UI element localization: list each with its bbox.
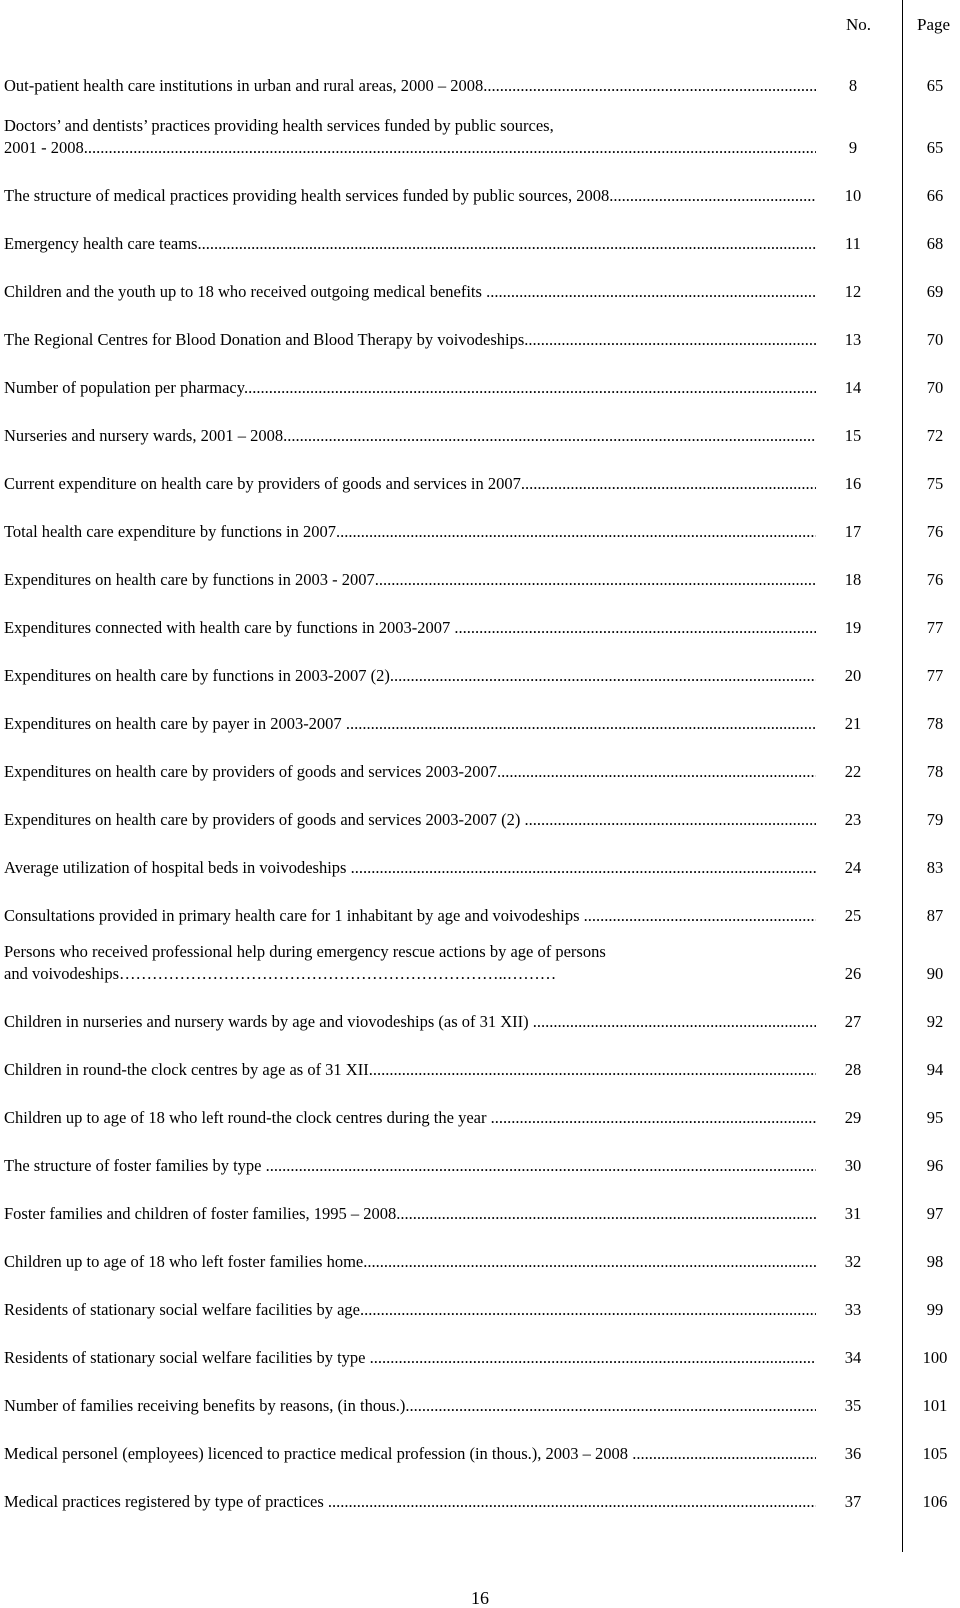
toc-entry-page: 66 [926, 186, 944, 205]
toc-entry-title-text: Expenditures on health care by functions in 2003 - 2007 [4, 570, 375, 589]
toc-entry [0, 905, 960, 927]
leader-dots [486, 282, 816, 301]
toc-entry-title [4, 185, 816, 207]
toc-entry-number: 17 [844, 522, 862, 541]
toc-entry-title-text: Total health care expenditure by functions in 2007 [4, 522, 336, 541]
toc-entry-title-text: Emergency health care teams [4, 234, 198, 253]
leader-dots [584, 906, 816, 925]
toc-entry-number: 21 [844, 714, 862, 733]
toc-entry [0, 1347, 960, 1369]
toc-entry-number: 19 [844, 618, 862, 637]
toc-entry-number: 37 [844, 1492, 862, 1511]
toc-entry [0, 329, 960, 351]
toc-entry [0, 665, 960, 687]
leader-dots [390, 666, 816, 685]
toc-entry-title-text: Residents of stationary social welfare facilities by type [4, 1348, 370, 1367]
leader-dots [524, 330, 816, 349]
toc-entry-number: 23 [844, 810, 862, 829]
leader-dots [336, 522, 816, 541]
toc-entry [0, 116, 960, 159]
toc-entry-number: 25 [844, 906, 862, 925]
leader-dots [454, 618, 816, 637]
toc-entry-page: 97 [926, 1204, 944, 1223]
toc-entry [0, 1491, 960, 1513]
toc-entry-number: 16 [844, 474, 862, 493]
toc-entry-title-line1: Persons who received professional help during emergency rescue actions by age of persons [4, 942, 606, 961]
toc-entry [0, 942, 960, 985]
toc-entry-title [4, 1059, 816, 1081]
toc-entry-title [4, 665, 816, 687]
leader-dots [609, 186, 816, 205]
leader-dots [483, 76, 816, 95]
toc-entry-title [4, 1011, 816, 1033]
toc-entry-number: 30 [844, 1156, 862, 1175]
toc-entry-title-text: Children and the youth up to 18 who received outgoing medical benefits [4, 282, 487, 301]
toc-entry-title-text: Children in round-the clock centres by age as of 31 XII [4, 1060, 369, 1079]
toc-entry-page: 83 [926, 858, 944, 877]
toc-entry-title [4, 761, 816, 783]
toc-entry-number: 36 [844, 1444, 862, 1463]
leader-dots [266, 1156, 816, 1175]
toc-entry-title-text: Expenditures on health care by providers of goods and services 2003-2007 [4, 762, 498, 781]
leader-dots [497, 762, 816, 781]
toc-entry-title [4, 857, 816, 879]
toc-entry [0, 1443, 960, 1465]
toc-entry-page: 70 [926, 330, 944, 349]
toc-entry [0, 569, 960, 591]
toc-entry [0, 1155, 960, 1177]
toc-entry [0, 1251, 960, 1273]
toc-entry-title [4, 75, 816, 97]
toc-entry-page: 78 [926, 762, 944, 781]
toc-entry-number: 8 [848, 76, 858, 95]
toc-entry-title-text: Number of families receiving benefits by reasons, (in thous.) [4, 1396, 406, 1415]
toc-entry-title-text: The Regional Centres for Blood Donation and Blood Therapy by voivodeships [4, 330, 525, 349]
toc-entry-page: 94 [926, 1060, 944, 1079]
toc-entry-page: 65 [926, 138, 944, 157]
toc-entry [0, 713, 960, 735]
toc-entry-page: 72 [926, 426, 944, 445]
toc-entry-title-text: Children in nurseries and nursery wards by age and viovodeships (as of 31 XII) [4, 1012, 533, 1031]
toc-entry-page: 99 [926, 1300, 944, 1319]
toc-entry-number: 22 [844, 762, 862, 781]
leader-dots [491, 1108, 816, 1127]
toc-entry-title [4, 1395, 816, 1417]
toc-entry-number: 27 [844, 1012, 862, 1031]
toc-entry-number: 12 [844, 282, 862, 301]
leader-dots [328, 1492, 816, 1511]
column-header-page: Page [917, 15, 951, 34]
toc-entry-title [4, 905, 816, 927]
toc-entry [0, 75, 960, 97]
toc-entry [0, 281, 960, 303]
toc-entry-title [4, 809, 816, 831]
toc-entry-page: 92 [926, 1012, 944, 1031]
toc-entry-title [4, 1443, 816, 1465]
toc-entry-title [4, 1491, 816, 1513]
toc-entry-number: 10 [844, 186, 862, 205]
leader-dots [525, 810, 816, 829]
toc-entry-page: 106 [922, 1492, 948, 1511]
toc-entry-page: 105 [922, 1444, 948, 1463]
leader-dots [244, 378, 816, 397]
toc-entry [0, 185, 960, 207]
toc-entry [0, 1059, 960, 1081]
toc-entry-title [4, 1299, 816, 1321]
toc-entry-title-text: Out-patient health care institutions in urban and rural areas, 2000 – 2008 [4, 76, 484, 95]
toc-entry-title-text: Expenditures on health care by payer in 2003-2007 [4, 714, 346, 733]
toc-entry [0, 1395, 960, 1417]
toc-entry-title [4, 115, 816, 159]
toc-entry [0, 473, 960, 495]
toc-entry-number: 33 [844, 1300, 862, 1319]
toc-entry [0, 1011, 960, 1033]
toc-entry-title [4, 1251, 816, 1273]
toc-entry-title-text: Expenditures on health care by providers of goods and services 2003-2007 (2) [4, 810, 525, 829]
toc-entry-title-text: Current expenditure on health care by providers of goods and services in 2007 [4, 474, 521, 493]
leader-dots [370, 1348, 816, 1367]
toc-entry-title-text: The structure of foster families by type [4, 1156, 266, 1175]
toc-entry-page: 69 [926, 282, 944, 301]
toc-entry-number: 15 [844, 426, 862, 445]
toc-entry-title-text: Medical practices registered by type of practices [4, 1492, 328, 1511]
toc-entry-number: 34 [844, 1348, 862, 1367]
toc-entry-title-line2: 2001 - 2008 [4, 138, 84, 157]
toc-entry-title-line1: Doctors’ and dentists’ practices providing health services funded by public sources, [4, 116, 554, 135]
toc-entry-title [4, 329, 816, 351]
toc-entry-number: 31 [844, 1204, 862, 1223]
toc-entry [0, 521, 960, 543]
leader-dots [84, 138, 816, 157]
toc-entry-number: 9 [848, 138, 858, 157]
toc-entry-title-text: Expenditures connected with health care by functions in 2003-2007 [4, 618, 455, 637]
toc-entry-page: 79 [926, 810, 944, 829]
toc-entry-title-text: Nurseries and nursery wards, 2001 – 2008 [4, 426, 284, 445]
toc-entry-page: 96 [926, 1156, 944, 1175]
page-number: 16 [471, 1588, 489, 1608]
toc-entry [0, 1299, 960, 1321]
toc-entry-number: 24 [844, 858, 862, 877]
leader-dots [375, 570, 816, 589]
toc-entry-title [4, 377, 816, 399]
toc-entry-number: 32 [844, 1252, 862, 1271]
toc-entry-page: 76 [926, 570, 944, 589]
toc-entry-title [4, 1347, 816, 1369]
leader-dots [632, 1444, 816, 1463]
toc-entry-title-text: Children up to age of 18 who left foster families home [4, 1252, 364, 1271]
toc-entry-page: 90 [926, 964, 944, 983]
toc-entry-number: 14 [844, 378, 862, 397]
toc-entry-title [4, 1155, 816, 1177]
leader-dots [197, 234, 816, 253]
leader-dots [405, 1396, 816, 1415]
leader-dots [396, 1204, 816, 1223]
toc-entry-title [4, 941, 816, 985]
leader-dots [533, 1012, 816, 1031]
toc-entry-number: 13 [844, 330, 862, 349]
toc-entry-title-text: The structure of medical practices providing health services funded by public sources, 2008 [4, 186, 610, 205]
toc-entry [0, 425, 960, 447]
toc-entry-title-text: Children up to age of 18 who left round-the clock centres during the year [4, 1108, 491, 1127]
toc-entry [0, 1203, 960, 1225]
toc-entry [0, 809, 960, 831]
toc-entry [0, 233, 960, 255]
leader-dots [369, 1060, 816, 1079]
toc-entry-title [4, 1203, 816, 1225]
toc-entry-title-line2: and voivodeships……………………………………………………………..……… [4, 964, 557, 983]
toc-entry-title [4, 713, 816, 735]
toc-entry-number: 20 [844, 666, 862, 685]
toc-entry [0, 857, 960, 879]
toc-entry [0, 761, 960, 783]
leader-dots [363, 1252, 816, 1271]
toc-entry-number: 11 [845, 234, 861, 253]
toc-entry-page: 68 [926, 234, 944, 253]
toc-entry-page: 65 [926, 76, 944, 95]
toc-entry-page: 78 [926, 714, 944, 733]
toc-entry-title [4, 521, 816, 543]
toc-entry-page: 77 [926, 618, 944, 637]
toc-entry-page: 77 [926, 666, 944, 685]
toc-entry-title-text: Medical personel (employees) licenced to practice medical profession (in thous.), 2003 – 2008 [4, 1444, 633, 1463]
toc-entry-page: 75 [926, 474, 944, 493]
toc-entry-title [4, 425, 816, 447]
toc-entry-title-text: Expenditures on health care by functions in 2003-2007 (2) [4, 666, 390, 685]
toc-entry-number: 26 [844, 964, 862, 983]
leader-dots [351, 858, 816, 877]
toc-entry-page: 98 [926, 1252, 944, 1271]
toc-entry-title [4, 569, 816, 591]
toc-entry-page: 76 [926, 522, 944, 541]
leader-dots [283, 426, 816, 445]
toc-entry-number: 28 [844, 1060, 862, 1079]
toc-entry-title-text: Consultations provided in primary health care for 1 inhabitant by age and voivodeships [4, 906, 584, 925]
toc-entry-title [4, 1107, 816, 1129]
toc-entry-title-text: Number of population per pharmacy [4, 378, 244, 397]
toc-entry-page: 101 [922, 1396, 948, 1415]
toc-entry [0, 617, 960, 639]
toc-entry-number: 18 [844, 570, 862, 589]
leader-dots [521, 474, 816, 493]
toc-entry-page: 87 [926, 906, 944, 925]
toc-entry-title [4, 617, 816, 639]
toc-entry-title-text: Foster families and children of foster families, 1995 – 2008 [4, 1204, 397, 1223]
toc-entry-number: 29 [844, 1108, 862, 1127]
toc-entry-number: 35 [844, 1396, 862, 1415]
column-header-no: No. [846, 15, 872, 34]
toc-entry-title-text: Residents of stationary social welfare facilities by age [4, 1300, 360, 1319]
toc-entry [0, 377, 960, 399]
leader-dots [346, 714, 816, 733]
toc-entry-title [4, 281, 816, 303]
toc-entry-title-text: Average utilization of hospital beds in voivodeships [4, 858, 351, 877]
toc-entry [0, 1107, 960, 1129]
toc-entry-page: 70 [926, 378, 944, 397]
toc-entry-page: 95 [926, 1108, 944, 1127]
leader-dots [360, 1300, 816, 1319]
toc-entry-title [4, 233, 816, 255]
toc-entry-page: 100 [922, 1348, 948, 1367]
toc-entry-title [4, 473, 816, 495]
